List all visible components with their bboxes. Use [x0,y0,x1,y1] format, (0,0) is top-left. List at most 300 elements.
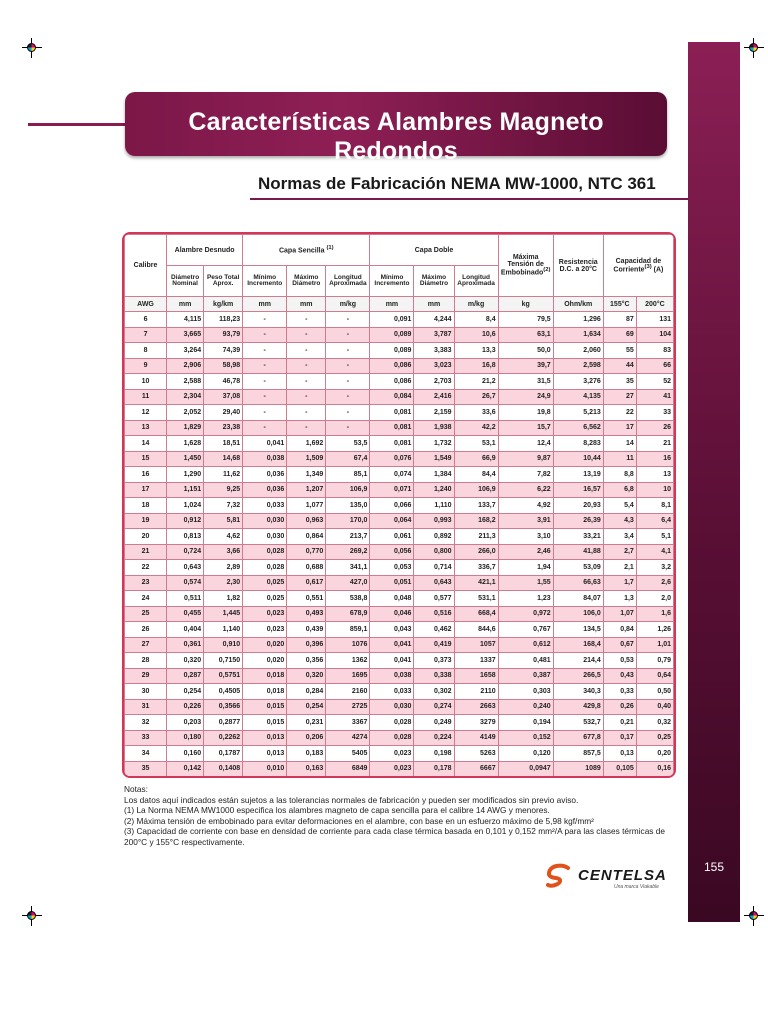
table-cell: 0,714 [414,560,454,576]
table-cell: 6,8 [603,482,636,498]
table-cell: 0,40 [636,699,673,715]
table-cell: 0,688 [287,560,326,576]
table-cell: - [326,405,370,421]
awg-cell: 6 [125,312,167,328]
table-cell: 531,1 [454,591,498,607]
table-cell: 0,081 [370,436,414,452]
table-cell: 0,1408 [204,761,243,777]
table-cell: 0,396 [287,637,326,653]
table-cell: - [326,343,370,359]
note-line: (2) Máxima tensión de embobinado para evitar deformaciones en el alambre, con base en un esfuerzo máximo de 5,98 kgf/mm² [124,815,594,826]
table-cell: 33,21 [553,529,603,545]
table-cell: - [287,405,326,421]
table-cell: 2,906 [167,358,204,374]
awg-cell: 16 [125,467,167,483]
table-cell: 668,4 [454,606,498,622]
table-cell: 844,6 [454,622,498,638]
table-row [125,777,674,779]
table-cell: 0,993 [414,513,454,529]
table-cell: 2,6 [636,575,673,591]
table-cell: 0,163 [287,761,326,777]
table-cell: 1,3 [603,591,636,607]
table-cell: 3,91 [498,513,553,529]
table-cell: 13,3 [454,343,498,359]
table-cell: 0,091 [370,312,414,328]
table-cell: 0,041 [243,436,287,452]
table-cell: 6,22 [498,482,553,498]
table-cell: 0,231 [287,715,326,731]
header-capa-doble: Capa Doble [370,235,498,266]
registration-mark-top-left [22,38,42,58]
table-cell: 0,033 [243,498,287,514]
table-cell: 22 [603,405,636,421]
table-cell: 58,98 [204,358,243,374]
table-cell: 0,194 [498,715,553,731]
table-cell: - [243,374,287,390]
table-cell: 532,7 [553,715,603,731]
table-cell: 17 [603,420,636,436]
table-cell: 857,5 [553,746,603,762]
table-cell: 1,290 [167,467,204,483]
header-calibre: Calibre [125,235,167,297]
table-cell: 2725 [326,699,370,715]
table-cell: 12,4 [498,436,553,452]
table-cell: 26,7 [454,389,498,405]
table-cell: 1337 [454,653,498,669]
table-cell: 0,2877 [204,715,243,731]
table-cell: 2160 [326,684,370,700]
table-cell: 3,264 [167,343,204,359]
table-cell: - [326,358,370,374]
table-cell: 1,384 [414,467,454,483]
table-cell: 26 [636,420,673,436]
table-cell: 0,030 [243,513,287,529]
table-cell: 3,665 [167,327,204,343]
table-row [125,482,674,498]
awg-cell: 27 [125,637,167,653]
table-cell: 0,643 [167,560,204,576]
table-cell: 4,115 [167,312,204,328]
table-cell: 0,963 [287,513,326,529]
table-cell: 0,105 [603,761,636,777]
table-cell: 133,7 [454,498,498,514]
table-row [125,606,674,622]
table-cell: 1,829 [167,420,204,436]
table-cell: 53,1 [454,436,498,452]
table-cell: 4274 [326,730,370,746]
table-cell: 11 [603,451,636,467]
table-cell: 0,180 [167,730,204,746]
table-cell: 55 [603,343,636,359]
table-cell: 15,7 [498,420,553,436]
table-cell: 0,2262 [204,730,243,746]
table-cell: 0,4505 [204,684,243,700]
table-cell: 0,183 [287,746,326,762]
table-cell: 0,320 [287,668,326,684]
table-cell: 1,296 [553,312,603,328]
table-cell: 50,0 [498,343,553,359]
table-cell: 5405 [326,746,370,762]
table-cell: 0,018 [243,684,287,700]
table-cell: 8,8 [603,467,636,483]
table-cell: 427,0 [326,575,370,591]
awg-cell: 33 [125,730,167,746]
table-cell: 1,692 [287,436,326,452]
table-row [125,622,674,638]
table-cell: 53,5 [326,436,370,452]
table-cell: 0,516 [414,606,454,622]
table-cell: - [243,358,287,374]
title-accent-line [28,123,128,126]
table-cell: 5263 [454,746,498,762]
table-cell: 0,16 [636,761,673,777]
awg-cell [125,777,167,779]
table-cell: 85,1 [326,467,370,483]
awg-cell: 34 [125,746,167,762]
table-cell: 0,038 [370,668,414,684]
table-cell: 0,21 [603,715,636,731]
table-cell: 5,4 [603,498,636,514]
table-cell: 67,4 [326,451,370,467]
table-cell: 0,086 [370,374,414,390]
page-subtitle: Normas de Fabricación NEMA MW-1000, NTC 361 [258,174,656,193]
table-cell: - [243,389,287,405]
awg-cell: 26 [125,622,167,638]
page-number: 155 [703,860,725,874]
table-row [125,420,674,436]
table-cell: 2,159 [414,405,454,421]
table-cell: 0,020 [243,637,287,653]
table-cell: 170,0 [326,513,370,529]
specifications-table [122,232,676,778]
table-row [125,374,674,390]
table-cell: 0,061 [370,529,414,545]
table-cell: 3,66 [204,544,243,560]
table-cell: 1089 [553,761,603,777]
table-cell: 24,9 [498,389,553,405]
table-cell: 1,349 [287,467,326,483]
table-cell: 0,041 [370,653,414,669]
table-cell: 9,25 [204,482,243,498]
table-cell: 0,013 [243,746,287,762]
table-cell: 0,033 [370,684,414,700]
table-row [125,560,674,576]
table-cell: 0,240 [498,699,553,715]
table-cell: 0,028 [370,715,414,731]
table-cell: 0,387 [498,668,553,684]
table-cell: 8,283 [553,436,603,452]
subheader-longitud-sencilla: Longitud Aproximada [326,266,370,297]
subheader-maximo-diametro-sencilla: Máximo Diámetro [287,266,326,297]
table-cell: - [287,358,326,374]
table-row [125,746,674,762]
table-cell: - [326,389,370,405]
table-cell: 0,084 [370,389,414,405]
table-row [125,358,674,374]
table-cell: 44 [603,358,636,374]
table-cell: 341,1 [326,560,370,576]
awg-cell: 32 [125,715,167,731]
awg-cell: 22 [125,560,167,576]
table-cell: 0,023 [243,622,287,638]
table-cell: - [326,420,370,436]
table-cell: - [243,343,287,359]
table-cell: 2,1 [603,560,636,576]
table-cell: 83 [636,343,673,359]
table-cell: 0,056 [370,544,414,560]
table-cell: 0,089 [370,327,414,343]
table-cell [454,777,498,779]
registration-mark-bottom-right [744,906,764,926]
table-cell: 340,3 [553,684,603,700]
header-resistencia: Resistencia D.C. a 20°C [553,235,603,297]
subheader-peso-total: Peso Total Aprox. [204,266,243,297]
registration-mark-top-right [744,38,764,58]
table-cell: 84,4 [454,467,498,483]
table-cell: 0,20 [636,746,673,762]
table-cell: 33,6 [454,405,498,421]
unit-header: mm [243,297,287,312]
table-cell: 63,1 [498,327,553,343]
table-cell: 0,074 [370,467,414,483]
awg-cell: 10 [125,374,167,390]
table-cell: 16,57 [553,482,603,498]
table-cell: 79,5 [498,312,553,328]
table-cell: 0,67 [603,637,636,653]
table-cell: 0,048 [370,591,414,607]
table-cell: 1,23 [498,591,553,607]
unit-header: 200°C [636,297,673,312]
table-row [125,312,674,328]
table-cell: 1,82 [204,591,243,607]
table-cell: 1057 [454,637,498,653]
table-cell: 1,077 [287,498,326,514]
table-cell: 0,17 [603,730,636,746]
table-cell: 5,213 [553,405,603,421]
table-cell: 3279 [454,715,498,731]
brand-tagline: Una marca Viakable [614,884,659,890]
table-cell: 0,3566 [204,699,243,715]
table-cell: 0,617 [287,575,326,591]
table-cell: 2,588 [167,374,204,390]
table-cell: 10 [636,482,673,498]
awg-cell: 31 [125,699,167,715]
table-cell: - [243,405,287,421]
table-cell: 0,287 [167,668,204,684]
header-alambre-desnudo: Alambre Desnudo [167,235,243,266]
table-cell: 1,151 [167,482,204,498]
table-cell: 0,0947 [498,761,553,777]
table-cell: 0,972 [498,606,553,622]
table-cell: 0,025 [243,575,287,591]
table-cell: 0,023 [370,746,414,762]
table-row [125,544,674,560]
table-cell: 1,01 [636,637,673,653]
table-cell: 0,338 [414,668,454,684]
table-cell: 0,224 [414,730,454,746]
table-cell: 0,198 [414,746,454,762]
table-cell: 0,864 [287,529,326,545]
unit-header: kg [498,297,553,312]
table-cell: 0,892 [414,529,454,545]
table-cell: 1695 [326,668,370,684]
table-cell: 0,028 [243,544,287,560]
table-cell: 20,93 [553,498,603,514]
table-cell: 118,23 [204,312,243,328]
table-cell: 0,800 [414,544,454,560]
table-row [125,436,674,452]
table-cell: 3,4 [603,529,636,545]
table-cell: 104 [636,327,673,343]
table-cell: 6,4 [636,513,673,529]
table-cell: 0,84 [603,622,636,638]
table-cell: 3,10 [498,529,553,545]
unit-header: Ohm/km [553,297,603,312]
table-cell: 9,87 [498,451,553,467]
table-cell: 1,450 [167,451,204,467]
table-cell: 0,912 [167,513,204,529]
table-cell: 27 [603,389,636,405]
table-cell: 0,030 [370,699,414,715]
table-cell: 7,82 [498,467,553,483]
header-capacidad [603,235,673,297]
table-cell: 0,066 [370,498,414,514]
table-cell: 13 [636,467,673,483]
brand-name: CENTELSA [578,867,667,884]
table-cell: 42,2 [454,420,498,436]
table-cell: 0,206 [287,730,326,746]
table-cell: 0,493 [287,606,326,622]
table-cell: 2,703 [414,374,454,390]
table-row [125,575,674,591]
table-cell: 1,024 [167,498,204,514]
table-cell: 3,383 [414,343,454,359]
table-cell: 0,7150 [204,653,243,669]
table-cell: 69 [603,327,636,343]
table-cell: 0,303 [498,684,553,700]
table-cell: 6667 [454,761,498,777]
table-cell: 2110 [454,684,498,700]
table-cell: 106,9 [326,482,370,498]
table-cell: 0,404 [167,622,204,638]
table-cell: 0,020 [243,653,287,669]
table-cell: 5,1 [636,529,673,545]
table-cell: 106,0 [553,606,603,622]
page-sidebar [688,42,740,922]
table-cell: 677,8 [553,730,603,746]
table-cell: 66 [636,358,673,374]
table-row [125,715,674,731]
table-cell: 0,036 [243,467,287,483]
table-cell: 39,7 [498,358,553,374]
table-cell: 0,724 [167,544,204,560]
table-row [125,653,674,669]
table-cell: 0,612 [498,637,553,653]
table-row [125,467,674,483]
table-cell: 213,7 [326,529,370,545]
table-cell: 0,030 [243,529,287,545]
table-row [125,591,674,607]
table-cell: 1658 [454,668,498,684]
table-cell: 21 [636,436,673,452]
table-cell [636,777,673,779]
table-cell: 0,089 [370,343,414,359]
table-cell: 8,4 [454,312,498,328]
awg-cell: 12 [125,405,167,421]
table-cell: 0,081 [370,405,414,421]
table-cell: 0,813 [167,529,204,545]
table-row [125,699,674,715]
table-row [125,529,674,545]
table-cell: 31,5 [498,374,553,390]
table-cell [498,777,553,779]
centelsa-logo [544,862,684,896]
awg-cell: 13 [125,420,167,436]
unit-header: 155°C [603,297,636,312]
table-cell: 1,509 [287,451,326,467]
awg-cell: 7 [125,327,167,343]
table-cell: 0,551 [287,591,326,607]
table-cell: 1,240 [414,482,454,498]
table-cell: 21,2 [454,374,498,390]
table-cell: 0,373 [414,653,454,669]
table-cell: 0,015 [243,715,287,731]
table-cell: 0,028 [370,730,414,746]
table-cell: 0,26 [603,699,636,715]
title-banner [125,92,667,165]
table-cell [243,777,287,779]
table-cell: 0,577 [414,591,454,607]
table-cell: 52 [636,374,673,390]
table-cell: 0,249 [414,715,454,731]
table-cell: 4,92 [498,498,553,514]
table-cell: 0,023 [243,606,287,622]
table-cell: 168,4 [553,637,603,653]
table-cell: 0,023 [370,761,414,777]
table-cell: 0,142 [167,761,204,777]
table-cell: - [287,343,326,359]
unit-header: mm [167,297,204,312]
table-cell: 0,32 [636,715,673,731]
table-cell: 3367 [326,715,370,731]
unit-header: m/kg [326,297,370,312]
table-cell: 106,9 [454,482,498,498]
table-cell: 0,015 [243,699,287,715]
awg-cell: 20 [125,529,167,545]
table-cell: 0,910 [204,637,243,653]
registration-mark-bottom-left [22,906,42,926]
table-cell: 4,1 [636,544,673,560]
table-row [125,637,674,653]
table-cell [326,777,370,779]
table-cell: 10,6 [454,327,498,343]
page-title: Características Alambres Magneto Redondos [188,108,604,165]
table-cell: 2,30 [204,575,243,591]
table-cell: - [243,420,287,436]
table-cell: 2663 [454,699,498,715]
table-cell: 4149 [454,730,498,746]
header-capacidad-note: (3) [644,263,652,270]
table-cell: 29,40 [204,405,243,421]
subtitle-underline [250,198,688,200]
table-row [125,405,674,421]
table-cell: 0,770 [287,544,326,560]
table-cell: 0,226 [167,699,204,715]
table-cell: 0,79 [636,653,673,669]
table-cell: 0,010 [243,761,287,777]
table-cell: 2,304 [167,389,204,405]
table-cell: 16 [636,451,673,467]
